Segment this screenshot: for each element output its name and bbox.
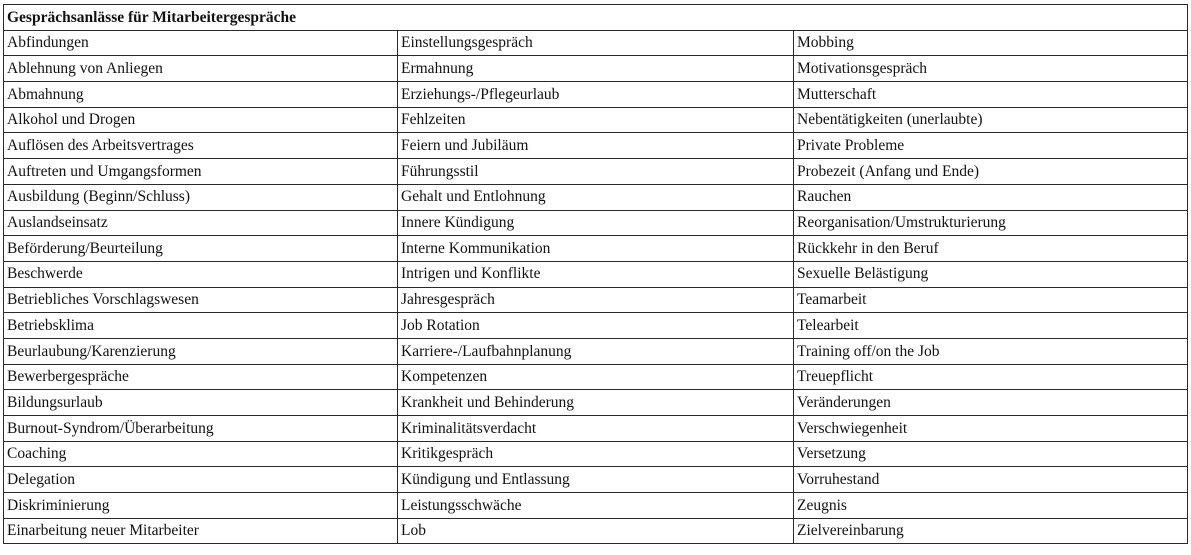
table-cell: Probezeit (Anfang und Ende) xyxy=(794,159,1188,185)
table-cell: Leistungsschwäche xyxy=(398,493,794,519)
table-cell: Führungsstil xyxy=(398,159,794,185)
table-cell: Kompetenzen xyxy=(398,364,794,390)
table-cell: Auslandseinsatz xyxy=(4,210,398,236)
table-title-row xyxy=(4,5,1188,31)
table-row xyxy=(4,313,1188,339)
table-cell: Erziehungs-/Pflegeurlaub xyxy=(398,82,794,108)
table-cell: Jahresgespräch xyxy=(398,287,794,313)
table-row xyxy=(4,30,1188,56)
table-cell: Kritikgespräch xyxy=(398,441,794,467)
table-cell: Bildungsurlaub xyxy=(4,390,398,416)
table-cell: Treuepflicht xyxy=(794,364,1188,390)
table-cell: Diskriminierung xyxy=(4,493,398,519)
table-cell: Reorganisation/Umstrukturierung xyxy=(794,210,1188,236)
table-row xyxy=(4,107,1188,133)
table-cell: Coaching xyxy=(4,441,398,467)
table-cell: Mutterschaft xyxy=(794,82,1188,108)
table-row xyxy=(4,159,1188,185)
table-row xyxy=(4,338,1188,364)
table-cell: Verschwiegenheit xyxy=(794,416,1188,442)
table-row xyxy=(4,133,1188,159)
table-cell: Interne Kommunikation xyxy=(398,236,794,262)
table-cell: Beförderung/Beurteilung xyxy=(4,236,398,262)
table-cell: Krankheit und Behinderung xyxy=(398,390,794,416)
table-cell: Private Probleme xyxy=(794,133,1188,159)
table-cell: Job Rotation xyxy=(398,313,794,339)
topics-table xyxy=(3,4,1188,544)
table-row xyxy=(4,493,1188,519)
table-cell: Einarbeitung neuer Mitarbeiter xyxy=(4,518,398,544)
table-cell: Fehlzeiten xyxy=(398,107,794,133)
table-cell: Einstellungsgespräch xyxy=(398,30,794,56)
table-row xyxy=(4,287,1188,313)
table-row xyxy=(4,416,1188,442)
table-cell: Burnout-Syndrom/Überarbeitung xyxy=(4,416,398,442)
table-cell: Motivationsgespräch xyxy=(794,56,1188,82)
table-cell: Delegation xyxy=(4,467,398,493)
table-cell: Veränderungen xyxy=(794,390,1188,416)
table-row xyxy=(4,82,1188,108)
table-cell: Telearbeit xyxy=(794,313,1188,339)
table-cell: Rückkehr in den Beruf xyxy=(794,236,1188,262)
table-row xyxy=(4,236,1188,262)
table-cell: Vorruhestand xyxy=(794,467,1188,493)
table-row xyxy=(4,441,1188,467)
table-row xyxy=(4,184,1188,210)
table-cell: Beurlaubung/Karenzierung xyxy=(4,338,398,364)
table-cell: Teamarbeit xyxy=(794,287,1188,313)
table-cell: Abmahnung xyxy=(4,82,398,108)
table-cell: Kündigung und Entlassung xyxy=(398,467,794,493)
table-cell: Intrigen und Konflikte xyxy=(398,261,794,287)
table-cell: Zielvereinbarung xyxy=(794,518,1188,544)
table-cell: Rauchen xyxy=(794,184,1188,210)
table-cell: Mobbing xyxy=(794,30,1188,56)
table-row xyxy=(4,261,1188,287)
table-cell: Ausbildung (Beginn/Schluss) xyxy=(4,184,398,210)
table-row xyxy=(4,518,1188,544)
table-cell: Innere Kündigung xyxy=(398,210,794,236)
table-cell: Training off/on the Job xyxy=(794,338,1188,364)
table-cell: Auflösen des Arbeitsvertrages xyxy=(4,133,398,159)
table-row xyxy=(4,364,1188,390)
table-row xyxy=(4,390,1188,416)
table-cell: Bewerbergespräche xyxy=(4,364,398,390)
table-cell: Abfindungen xyxy=(4,30,398,56)
table-cell: Ermahnung xyxy=(398,56,794,82)
table-cell: Kriminalitätsverdacht xyxy=(398,416,794,442)
table-title: Gesprächsanlässe für Mitarbeitergespräche xyxy=(4,5,1188,31)
table-cell: Gehalt und Entlohnung xyxy=(398,184,794,210)
table-cell: Betriebsklima xyxy=(4,313,398,339)
table-cell: Beschwerde xyxy=(4,261,398,287)
table-cell: Feiern und Jubiläum xyxy=(398,133,794,159)
table-cell: Sexuelle Belästigung xyxy=(794,261,1188,287)
table-cell: Lob xyxy=(398,518,794,544)
table-cell: Alkohol und Drogen xyxy=(4,107,398,133)
table-cell: Ablehnung von Anliegen xyxy=(4,56,398,82)
table-cell: Auftreten und Umgangsformen xyxy=(4,159,398,185)
table-cell: Karriere-/Laufbahnplanung xyxy=(398,338,794,364)
table-row xyxy=(4,56,1188,82)
table-cell: Nebentätigkeiten (unerlaubte) xyxy=(794,107,1188,133)
table-cell: Zeugnis xyxy=(794,493,1188,519)
table-cell: Betriebliches Vorschlagswesen xyxy=(4,287,398,313)
table-row xyxy=(4,210,1188,236)
table-row xyxy=(4,467,1188,493)
topics-table-body xyxy=(4,5,1188,544)
table-cell: Versetzung xyxy=(794,441,1188,467)
